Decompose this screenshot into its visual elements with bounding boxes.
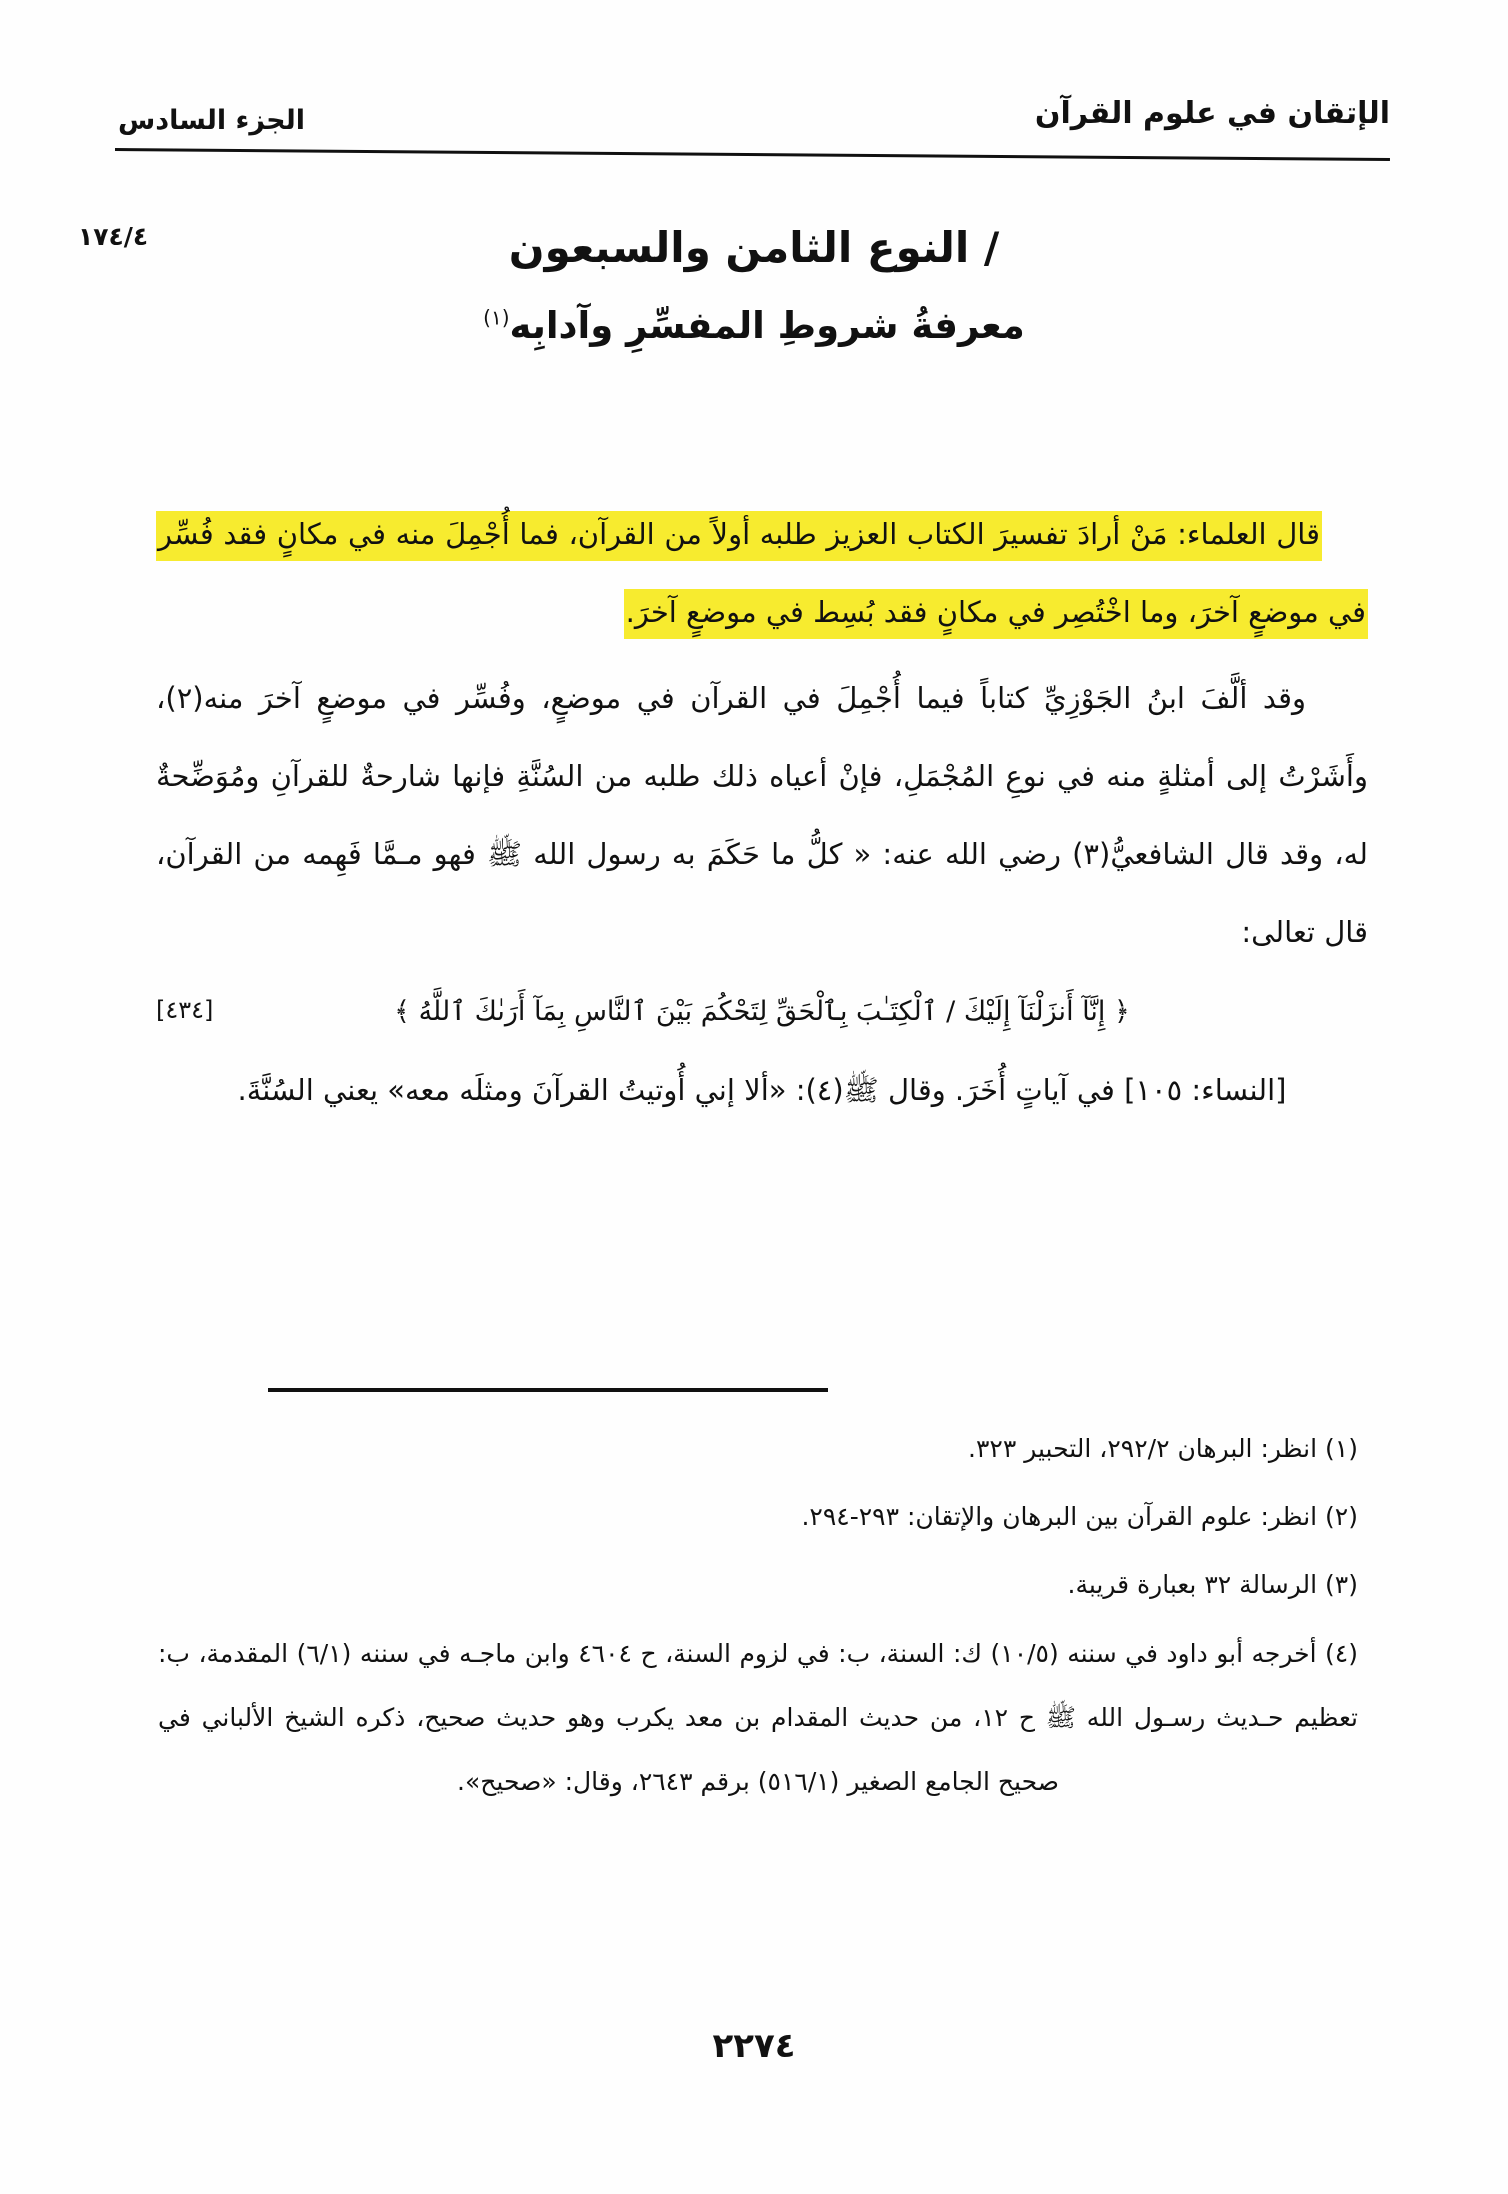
margin-folio-reference: ١٧٤/٤	[78, 222, 149, 251]
footnote-separator-rule	[268, 1388, 828, 1392]
quran-verse-line	[156, 971, 1368, 1051]
header-book-title: الإتقان في علوم القرآن	[1034, 96, 1390, 131]
hadith-reference-number: [٤٣٤]	[156, 996, 214, 1024]
footnotes-section	[158, 1418, 1358, 1820]
highlighted-quote-text: قال العلماء: مَنْ أرادَ تفسيرَ الكتاب العزيز طلبه أولاً من القرآن، فما أُجْمِلَ منه في مكانٍ فقد فُسِّر في موضعٍ آخرَ، وما اخْتُصِر في مكانٍ فقد بُسِط في موضعٍ آخرَ.	[156, 511, 1368, 639]
chapter-title: / النوع الثامن والسبعون	[508, 223, 1000, 272]
quran-surah-reference: [النساء: ١٠٥]	[1124, 1073, 1287, 1107]
paragraph-one: وقد ألَّفَ ابنُ الجَوْزِيِّ كتاباً فيما أُجْمِلَ في القرآن في موضعٍ، وفُسِّر في موضعٍ آخرَ منه(٢)، وأَشَرْتُ إلى أمثلةٍ منه في نوعِ المُجْمَلِ، فإنْ أعياه ذلك طلبه من السُنَّةِ فإنها شارحةٌ للقرآنِ ومُوَضِّحةٌ له، وقد قال الشافعيُّ(٣) رضي الله عنه: « كلُّ ما حَكَمَ به رسول الله ﷺ فهو مـمَّا فَهِمه من القرآن، قال تعالى:	[156, 681, 1368, 949]
footnote-item: (٣) الرسالة ٣٢ بعبارة قريبة.	[1067, 1570, 1358, 1599]
body-text	[156, 495, 1368, 1129]
header-volume-label: الجزء السادس	[118, 105, 305, 136]
chapter-heading	[118, 215, 1390, 355]
chapter-subtitle	[118, 296, 1390, 355]
chapter-subtitle-text: معرفةُ شروطِ المفسِّرِ وآدابِه	[509, 304, 1025, 348]
page-number: ٢٢٧٤	[712, 2026, 796, 2066]
paragraph-two-tail: في آياتٍ أُخَرَ. وقال ﷺ(٤): «ألا إني أُوتيتُ القرآنَ ومثلَه معه» يعني السُنَّةَ.	[237, 1073, 1115, 1107]
footnote-item: (١) انظر: البرهان ٢٩٢/٢، التحبير ٣٢٣.	[968, 1434, 1358, 1463]
highlighted-quote-paragraph	[156, 495, 1368, 651]
quran-reference-line	[156, 1051, 1368, 1129]
quran-verse-text: ﴿ إِنَّآ أَنزَلْنَآ إِلَيْكَ / ٱلْكِتَـٰبَ بِٱلْحَقِّ لِتَحْكُمَ بَيْنَ ٱلنَّاسِ بِمَآ أَرَىٰكَ ٱللَّهُ ﴾	[394, 996, 1130, 1027]
running-header	[118, 96, 1390, 150]
footnote-item: (٢) انظر: علوم القرآن بين البرهان والإتقان: ٢٩٣-٢٩٤.	[801, 1502, 1358, 1531]
chapter-subtitle-footnote-marker: (١)	[483, 305, 510, 330]
footnote-item: (٤) أخرجه أبو داود في سننه (١٠/٥) ك: السنة، ب: في لزوم السنة، ح ٤٦٠٤ وابن ماجـه في سننه (٦/١) المقدمة، ب: تعظيم حـديث رسـول الله ﷺ ح ١٢، من حديث المقدام بن معد يكرب وهو حديث صحيح، ذكره الشيخ الألباني في صحيح الجامع الصغير (٥١٦/١) برقم ٢٦٤٣، وقال: «صحيح».	[158, 1639, 1358, 1796]
